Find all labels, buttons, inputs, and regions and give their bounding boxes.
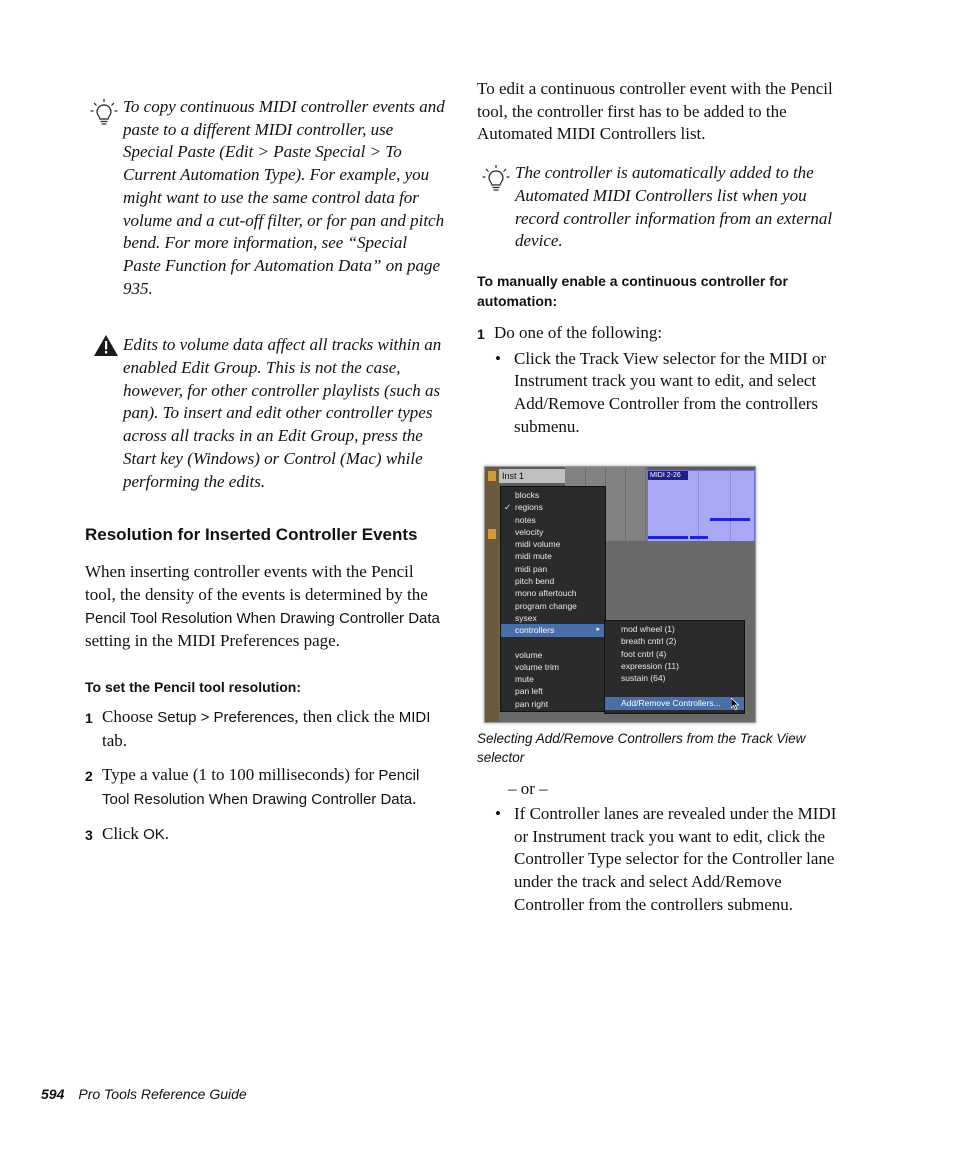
tip-note-copy-controller	[85, 96, 447, 300]
procedure-heading: To manually enable a continuous controller for automation:	[477, 272, 788, 309]
step-number: 2	[85, 768, 93, 785]
figure-caption: Selecting Add/Remove Controllers from the Track View selector	[477, 731, 806, 765]
menu-item-volume-trim[interactable]: volume trim	[515, 661, 559, 672]
body-paragraph	[85, 561, 447, 653]
warning-text: Edits to volume data affect all tracks within an enabled Edit Group. This is not the case, however, for other controller playlists (such as pan). To insert and edit other controller types across all tracks in an Edit Group, press the Start key (Windows) or Control (Mac) while performing the edits.	[123, 335, 442, 491]
menu-item-mute[interactable]: mute	[515, 674, 534, 685]
track-view-arrow-icon	[488, 471, 496, 481]
warning-note-volume-edits	[85, 334, 447, 493]
guide-title: Pro Tools Reference Guide	[78, 1086, 247, 1102]
or-separator: – or –	[508, 779, 548, 798]
text: Click the Track View selector for the MIDI or Instrument track you want to edit, and select Add/Remove Controller from the controllers submenu.	[514, 348, 827, 436]
text: tab.	[102, 730, 128, 750]
text: Type a value (1 to 100 milliseconds) for	[102, 765, 379, 785]
track-name[interactable]: Inst 1	[499, 469, 568, 483]
tip-text: The controller is automatically added to the Automated MIDI Controllers list when you record controller information from an external device.	[515, 163, 833, 251]
track-controls-strip	[485, 467, 499, 722]
lightbulb-icon	[89, 98, 119, 128]
controllers-submenu	[604, 620, 745, 714]
menu-item-controllers[interactable]	[501, 624, 605, 636]
text: When inserting controller events with the Pencil tool, the density of the events is determined by the	[85, 562, 428, 604]
menu-item-sysex[interactable]: sysex	[515, 612, 537, 623]
button-name: OK	[143, 825, 165, 843]
step-number: 1	[477, 325, 485, 342]
preference-name: Pencil Tool Resolution When Drawing Controller Data	[85, 609, 440, 627]
left-column	[85, 96, 447, 847]
submenu-item-mod-wheel[interactable]: mod wheel (1)	[621, 624, 675, 634]
tip-note-auto-added	[477, 162, 837, 253]
text: Click	[102, 823, 144, 843]
menu-item-midi-volume[interactable]: midi volume	[515, 539, 561, 550]
submenu-item-add-remove-controllers[interactable]: Add/Remove Controllers...	[605, 697, 744, 709]
submenu-arrow-icon: ▸	[596, 626, 600, 634]
controller-line	[690, 536, 708, 539]
page-number: 594	[41, 1086, 65, 1102]
text: .	[412, 789, 417, 809]
submenu-item-sustain[interactable]: sustain (64)	[621, 673, 666, 684]
menu-item-regions[interactable]	[501, 501, 605, 513]
controller-line	[648, 536, 688, 539]
tip-text: To copy continuous MIDI controller events and paste to a different MIDI controller, use Special Paste (Edit > Paste Special > To Current Automation Type). For example, you might want to use the same control data for volume and a cut-off filter, or for pan and pitch bend. For more information, see “Special Paste Function for Automation Data” on page 935.	[123, 97, 445, 298]
track-view-selector-screenshot	[484, 466, 756, 723]
procedure-heading: To set the Pencil tool resolution:	[85, 679, 301, 696]
section-heading: Resolution for Inserted Controller Events	[85, 525, 418, 545]
submenu-item-foot-cntrl[interactable]: foot cntrl (4)	[621, 648, 667, 659]
step-2	[85, 764, 447, 811]
bullet-track-view	[477, 348, 837, 439]
warning-triangle-icon	[91, 330, 121, 360]
preference-name: Pencil Tool Resolution When Drawing Controller Data	[102, 767, 420, 809]
region-name: MIDI 2-26	[648, 471, 688, 480]
menu-item-volume[interactable]: volume	[515, 649, 543, 660]
track-view-menu	[500, 486, 606, 712]
menu-item-pitch-bend[interactable]: pitch bend	[515, 576, 555, 587]
step-number: 1	[85, 710, 93, 727]
text: Choose	[102, 707, 158, 727]
tab-name: MIDI	[398, 709, 431, 727]
text: setting in the MIDI Preferences page.	[85, 631, 340, 651]
text: .	[164, 823, 170, 843]
menu-item-pan-right[interactable]: pan right	[515, 698, 549, 709]
expand-arrow-icon	[488, 529, 496, 539]
bullet: •	[495, 804, 501, 823]
text: If Controller lanes are revealed under the MIDI or Instrument track you want to edit, click the Controller Type selector for the Controller lane under the track and select Add/Remove Controller from the controllers submenu.	[514, 804, 837, 914]
lightbulb-icon	[481, 164, 511, 194]
mouse-pointer-icon	[731, 698, 739, 710]
step-1	[477, 322, 837, 345]
menu-item-pan-left[interactable]: pan left	[515, 686, 543, 697]
submenu-item-expression[interactable]: expression (11)	[621, 660, 679, 671]
menu-item-notes[interactable]: notes	[515, 514, 536, 525]
menu-item-label: regions	[515, 502, 543, 513]
menu-item-midi-mute[interactable]: midi mute	[515, 551, 552, 562]
page-footer	[41, 1086, 247, 1102]
text: Do one of the following:	[494, 322, 663, 342]
menu-separator	[605, 684, 744, 697]
menu-item-velocity[interactable]: velocity	[515, 526, 544, 537]
step-1	[85, 706, 447, 752]
controller-line	[710, 518, 750, 521]
step-3	[85, 823, 447, 847]
menu-item-label: controllers	[515, 625, 555, 636]
menu-separator	[501, 637, 605, 649]
bullet-controller-lane	[477, 803, 837, 917]
midi-region[interactable]	[647, 470, 755, 543]
menu-item-program-change[interactable]: program change	[515, 600, 577, 611]
menu-item-blocks[interactable]: blocks	[515, 490, 540, 500]
submenu-item-breath-cntrl[interactable]: breath cntrl (2)	[621, 636, 677, 647]
menu-item-midi-pan[interactable]: midi pan	[515, 563, 548, 574]
menu-item-mono-aftertouch[interactable]: mono aftertouch	[515, 588, 577, 599]
text: , then click the	[294, 707, 399, 727]
step-number: 3	[85, 826, 93, 843]
menu-path: Setup > Preferences	[157, 709, 295, 727]
checkmark-icon: ✓	[504, 502, 512, 513]
intro-paragraph: To edit a continuous controller event with the Pencil tool, the controller first has to be added to the Automated MIDI Controllers list.	[477, 79, 833, 144]
bullet: •	[495, 348, 501, 368]
